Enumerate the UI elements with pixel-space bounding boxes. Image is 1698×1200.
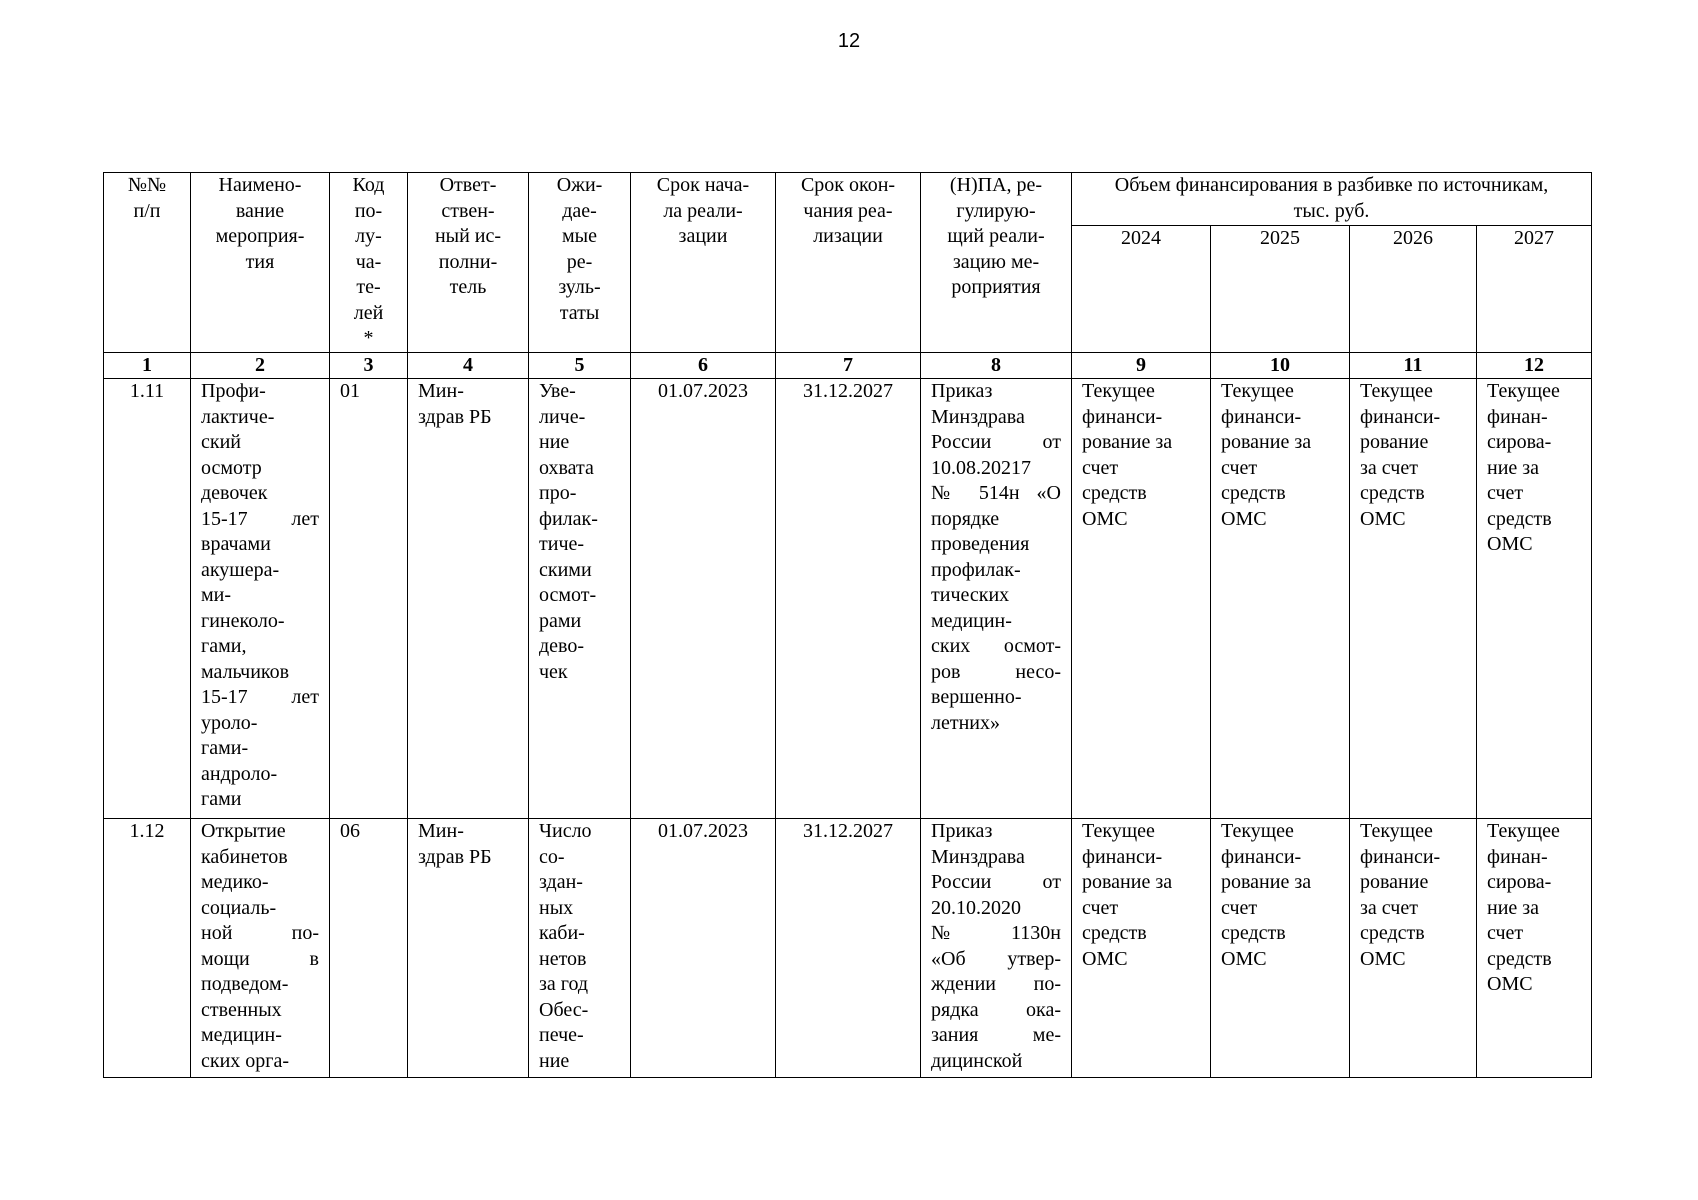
- text-line: средств: [1360, 482, 1425, 504]
- text-line: осмот-: [539, 584, 597, 606]
- text-line: ча-: [355, 250, 382, 273]
- text-line: ный ис-: [434, 225, 502, 247]
- text-line: ждении по-: [931, 973, 1061, 995]
- text-line: Мин-: [418, 820, 464, 842]
- column-number: 11: [1350, 353, 1477, 379]
- text-line: Текущее: [1082, 380, 1155, 402]
- header-end-date: [776, 173, 921, 353]
- text-line: Текущее: [1082, 820, 1155, 842]
- text-line: здрав РБ: [418, 845, 492, 868]
- text-line: филак-: [539, 507, 598, 530]
- text-line: вание: [235, 199, 285, 222]
- funding-2027: [1477, 819, 1592, 1078]
- text-line: рование: [1360, 871, 1429, 893]
- text-line: финанси-: [1082, 845, 1163, 868]
- text-line: 15-17 лет: [201, 507, 319, 530]
- text-line: дае-: [562, 199, 597, 222]
- text-line: средств: [1221, 482, 1286, 504]
- text-line: Текущее: [1487, 820, 1560, 842]
- text-line: ОМС: [1221, 507, 1267, 530]
- funding-2024: [1072, 819, 1211, 1078]
- text-line: ских осмот-: [931, 635, 1061, 657]
- text-line: счет: [1221, 896, 1258, 919]
- column-number: 2: [191, 353, 330, 379]
- text-line: ной по-: [201, 922, 319, 944]
- header-responsible: [408, 173, 529, 353]
- table-row: [104, 819, 1592, 1078]
- text-line: тических: [931, 584, 1010, 606]
- text-line: Ожи-: [556, 174, 603, 196]
- text-line: девочек: [201, 482, 268, 504]
- text-line: № 514н «О: [931, 482, 1061, 504]
- text-line: ский: [201, 431, 241, 453]
- text-line: ние: [539, 1049, 570, 1072]
- text-line: счет: [1221, 456, 1258, 479]
- text-line: п/п: [133, 199, 161, 222]
- text-line: Число: [539, 820, 592, 842]
- text-line: скими: [539, 558, 592, 581]
- column-number: 4: [408, 353, 529, 379]
- text-line: ми-: [201, 584, 232, 606]
- header-results: [529, 173, 631, 353]
- text-line: рование за: [1082, 431, 1173, 453]
- text-line: лу-: [355, 225, 382, 247]
- text-line: ние за: [1487, 896, 1540, 919]
- text-line: Минздрава: [931, 845, 1025, 868]
- text-line: ОМС: [1360, 507, 1406, 530]
- text-line: личе-: [539, 405, 586, 428]
- text-line: Приказ: [931, 820, 993, 842]
- text-line: нетов: [539, 947, 587, 970]
- column-number: 12: [1477, 353, 1592, 379]
- text-line: Текущее: [1221, 380, 1294, 402]
- text-line: каби-: [539, 922, 585, 944]
- text-line: средств: [1360, 922, 1425, 944]
- column-number: 7: [776, 353, 921, 379]
- header-num: [104, 173, 191, 353]
- text-line: Объем финансирования в разбивке по источникам,: [1114, 174, 1549, 196]
- recipient-code: 06: [330, 819, 408, 1078]
- text-line: ров несо-: [931, 660, 1061, 683]
- text-line: финан-: [1487, 845, 1548, 868]
- text-line: медицин-: [201, 1024, 282, 1046]
- text-line: ствен-: [441, 199, 495, 222]
- table-row: [104, 379, 1592, 819]
- column-number: 8: [921, 353, 1072, 379]
- column-number: 10: [1211, 353, 1350, 379]
- measure-name: [191, 379, 330, 819]
- start-date: 01.07.2023: [631, 819, 776, 1078]
- text-line: дицинской: [931, 1049, 1023, 1072]
- text-line: чания реа-: [803, 199, 893, 222]
- header-name: [191, 173, 330, 353]
- funding-2025: [1211, 379, 1350, 819]
- text-line: таты: [559, 301, 600, 324]
- text-line: пече-: [539, 1024, 584, 1046]
- text-line: *: [363, 327, 374, 349]
- text-line: Мин-: [418, 380, 464, 402]
- text-line: средств: [1221, 922, 1286, 944]
- text-line: профилак-: [931, 558, 1021, 581]
- text-line: гами,: [201, 635, 247, 657]
- funding-2027: [1477, 379, 1592, 819]
- text-line: по-: [354, 199, 383, 222]
- text-line: проведения: [931, 533, 1030, 555]
- page-number: 12: [837, 30, 861, 52]
- text-line: тия: [245, 250, 275, 273]
- text-line: лизации: [813, 225, 883, 247]
- text-line: мые: [562, 225, 597, 247]
- text-line: лактиче-: [201, 405, 275, 428]
- column-number: 3: [330, 353, 408, 379]
- text-line: ских орга-: [201, 1049, 290, 1072]
- header-funding: [1072, 173, 1592, 226]
- text-line: Срок окон-: [800, 174, 896, 196]
- text-line: Обес-: [539, 998, 589, 1021]
- text-line: дево-: [539, 635, 585, 657]
- text-line: рование за: [1221, 431, 1312, 453]
- text-line: Ответ-: [439, 174, 497, 196]
- text-line: Текущее: [1221, 820, 1294, 842]
- text-line: тиче-: [539, 533, 585, 555]
- column-number: 6: [631, 353, 776, 379]
- text-line: вершенно-: [931, 686, 1022, 708]
- recipient-code: 01: [330, 379, 408, 819]
- measures-table: [103, 172, 1592, 1078]
- text-line: зуль-: [558, 276, 601, 298]
- header-year-2025: 2025: [1211, 226, 1350, 353]
- text-line: лей: [353, 301, 384, 324]
- start-date: 01.07.2023: [631, 379, 776, 819]
- text-line: гами: [201, 788, 242, 810]
- header-year-2026: 2026: [1350, 226, 1477, 353]
- text-line: Срок нача-: [656, 174, 750, 196]
- text-line: финанси-: [1221, 405, 1302, 428]
- text-line: гинеколо-: [201, 609, 285, 632]
- text-line: ОМС: [1487, 973, 1533, 995]
- funding-2025: [1211, 819, 1350, 1078]
- text-line: рами: [539, 609, 582, 632]
- text-line: щий реали-: [947, 225, 1045, 247]
- funding-2024: [1072, 379, 1211, 819]
- text-line: за год: [539, 973, 589, 995]
- text-line: роприятия: [951, 276, 1041, 298]
- text-line: Текущее: [1360, 820, 1433, 842]
- text-line: № 1130н: [931, 922, 1061, 944]
- text-line: счет: [1082, 896, 1119, 919]
- text-line: гулирую-: [956, 199, 1036, 222]
- text-line: уроло-: [201, 711, 258, 734]
- text-line: рование: [1360, 431, 1429, 453]
- text-line: за счет: [1360, 456, 1418, 479]
- text-line: ОМС: [1487, 533, 1533, 555]
- text-line: счет: [1487, 482, 1524, 504]
- header-start-date: [631, 173, 776, 353]
- text-line: средств: [1082, 922, 1147, 944]
- text-line: чек: [539, 660, 568, 683]
- text-line: социаль-: [201, 896, 277, 919]
- header-row: [104, 173, 1592, 226]
- text-line: Текущее: [1360, 380, 1433, 402]
- column-number: 5: [529, 353, 631, 379]
- text-line: финанси-: [1221, 845, 1302, 868]
- row-number: 1.11: [104, 379, 191, 819]
- text-line: ОМС: [1360, 947, 1406, 970]
- text-line: ОМС: [1082, 507, 1128, 530]
- text-line: за счет: [1360, 896, 1418, 919]
- text-line: Профи-: [201, 380, 266, 402]
- text-line: счет: [1082, 456, 1119, 479]
- header-code: [330, 173, 408, 353]
- text-line: ре-: [566, 250, 593, 273]
- text-line: России от: [931, 431, 1061, 453]
- end-date: 31.12.2027: [776, 819, 921, 1078]
- text-line: Уве-: [539, 380, 576, 402]
- text-line: зацию ме-: [952, 250, 1040, 273]
- text-line: России от: [931, 871, 1061, 893]
- text-line: мероприя-: [215, 225, 305, 247]
- text-line: Открытие: [201, 820, 286, 842]
- text-line: андроло-: [201, 762, 278, 785]
- text-line: Текущее: [1487, 380, 1560, 402]
- text-line: кабинетов: [201, 845, 288, 868]
- text-line: Приказ: [931, 380, 993, 402]
- text-line: финанси-: [1360, 405, 1441, 428]
- text-line: Код: [352, 174, 385, 196]
- text-line: про-: [539, 482, 577, 504]
- text-line: ние: [539, 431, 570, 453]
- column-numbers-row: [104, 353, 1592, 379]
- responsible-executor: [408, 379, 529, 819]
- header-year-2024: 2024: [1072, 226, 1211, 353]
- text-line: счет: [1487, 922, 1524, 944]
- text-line: зания ме-: [931, 1024, 1061, 1046]
- text-line: акушера-: [201, 558, 280, 581]
- text-line: те-: [356, 276, 381, 298]
- expected-results: [529, 819, 631, 1078]
- text-line: со-: [539, 845, 565, 868]
- text-line: финан-: [1487, 405, 1548, 428]
- end-date: 31.12.2027: [776, 379, 921, 819]
- text-line: Наимено-: [218, 174, 302, 196]
- text-line: ОМС: [1082, 947, 1128, 970]
- regulation: [921, 379, 1072, 819]
- measure-name: [191, 819, 330, 1078]
- text-line: рование за: [1221, 871, 1312, 893]
- text-line: тель: [449, 276, 487, 298]
- text-line: (Н)ПА, ре-: [949, 174, 1043, 196]
- text-line: №№: [127, 174, 167, 196]
- header-npa: [921, 173, 1072, 353]
- text-line: рование за: [1082, 871, 1173, 893]
- text-line: финанси-: [1360, 845, 1441, 868]
- text-line: медико-: [201, 871, 269, 893]
- funding-2026: [1350, 379, 1477, 819]
- text-line: средств: [1082, 482, 1147, 504]
- column-number: 9: [1072, 353, 1211, 379]
- text-line: ла реали-: [663, 199, 743, 222]
- text-line: летних»: [931, 711, 1001, 734]
- text-line: охвата: [539, 456, 594, 479]
- row-number: 1.12: [104, 819, 191, 1078]
- text-line: ственных: [201, 998, 282, 1021]
- text-line: ОМС: [1221, 947, 1267, 970]
- text-line: здан-: [539, 871, 583, 893]
- text-line: Минздрава: [931, 405, 1025, 428]
- text-line: зации: [678, 225, 728, 247]
- text-line: подведом-: [201, 973, 289, 995]
- text-line: финанси-: [1082, 405, 1163, 428]
- text-line: ние за: [1487, 456, 1540, 479]
- text-line: врачами: [201, 533, 271, 555]
- text-line: рядка ока-: [931, 998, 1061, 1021]
- column-number: 1: [104, 353, 191, 379]
- text-line: гами-: [201, 737, 249, 759]
- text-line: полни-: [438, 250, 498, 273]
- regulation: [921, 819, 1072, 1078]
- text-line: мощи в: [201, 947, 319, 970]
- text-line: медицин-: [931, 609, 1012, 632]
- text-line: средств: [1487, 947, 1552, 970]
- text-line: мальчиков: [201, 660, 290, 683]
- text-line: осмотр: [201, 456, 262, 479]
- text-line: 15-17 лет: [201, 686, 319, 708]
- header-year-2027: 2027: [1477, 226, 1592, 353]
- expected-results: [529, 379, 631, 819]
- text-line: средств: [1487, 507, 1552, 530]
- text-line: порядке: [931, 507, 1000, 530]
- text-line: 20.10.2020: [931, 896, 1021, 919]
- text-line: ных: [539, 896, 574, 919]
- text-line: 10.08.20217: [931, 456, 1031, 479]
- text-line: сирова-: [1487, 871, 1552, 893]
- text-line: тыс. руб.: [1293, 199, 1370, 222]
- text-line: сирова-: [1487, 431, 1552, 453]
- funding-2026: [1350, 819, 1477, 1078]
- text-line: «Об утвер-: [931, 947, 1061, 970]
- text-line: здрав РБ: [418, 405, 492, 428]
- responsible-executor: [408, 819, 529, 1078]
